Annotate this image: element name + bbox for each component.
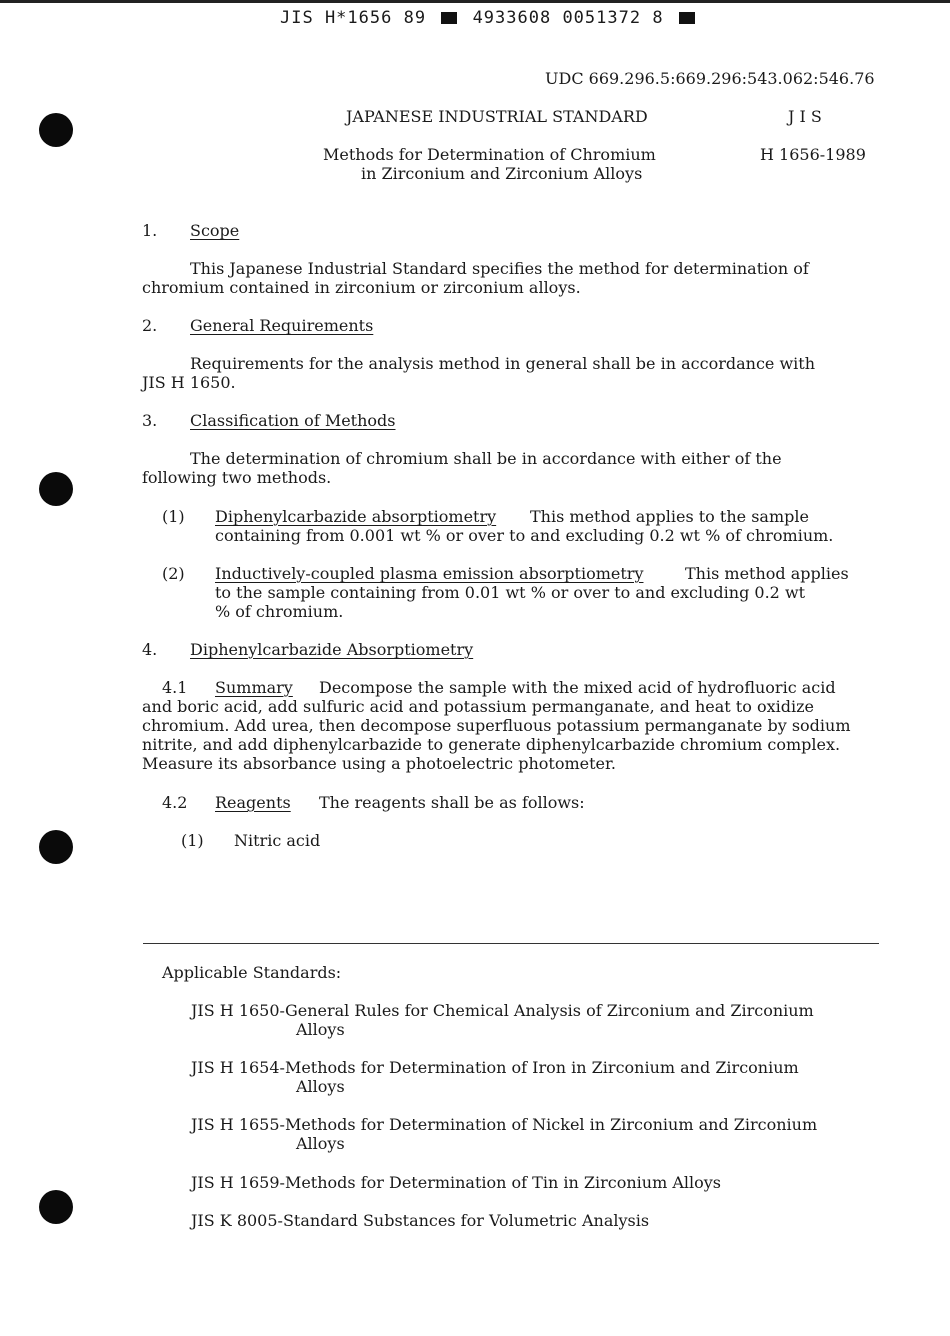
scan-code-1: JIS H*1656 89 — [280, 8, 427, 28]
method-1-text-2: containing from 0.001 wt % or over to and excluding 0.2 wt % of chromium. — [215, 526, 834, 545]
section-2-text-2: JIS H 1650. — [142, 373, 236, 392]
section-1-text-1: This Japanese Industrial Standard specifies the method for determination of — [190, 259, 809, 278]
method-2-text-3: % of chromium. — [215, 602, 344, 621]
applicable-standard-2 — [191, 1058, 799, 1096]
section-1-text-2: chromium contained in zirconium or zirconium alloys. — [142, 278, 581, 297]
subsection-4-2-number: 4.2 — [162, 793, 188, 812]
standard-type: JAPANESE INDUSTRIAL STANDARD — [346, 107, 648, 126]
summary-line-5: Measure its absorbance using a photoelectric photometer. — [142, 754, 616, 773]
scan-block-1 — [441, 12, 457, 24]
method-1-title: Diphenylcarbazide absorptiometry — [215, 507, 497, 526]
title-line-1: Methods for Determination of Chromium — [323, 145, 656, 164]
scan-code-2: 4933608 0051372 8 — [472, 8, 664, 28]
section-4-title: Diphenylcarbazide Absorptiometry — [190, 640, 474, 659]
applicable-standard-3-line2: Alloys — [296, 1134, 345, 1153]
udc-code: UDC 669.296.5:669.296:543.062:546.76 — [545, 69, 875, 88]
summary-line-3: chromium. Add urea, then decompose superfluous potassium permanganate by sodium — [142, 716, 851, 735]
title-line-2: in Zirconium and Zirconium Alloys — [361, 164, 643, 183]
applicable-heading: Applicable Standards: — [162, 963, 342, 982]
section-2-text-1: Requirements for the analysis method in general shall be in accordance with — [190, 354, 815, 373]
applicable-standard-1-line1: JIS H 1650-General Rules for Chemical Analysis of Zirconium and Zirconium — [191, 1001, 814, 1020]
subsection-4-2-title: Reagents — [215, 793, 291, 812]
applicable-standard-2-line1: JIS H 1654-Methods for Determination of Iron in Zirconium and Zirconium — [191, 1058, 799, 1077]
applicable-standard-3 — [191, 1115, 817, 1153]
section-2-number: 2. — [142, 316, 158, 335]
binder-hole-1 — [39, 113, 73, 147]
section-3-title: Classification of Methods — [190, 411, 396, 430]
method-2-text-1: This method applies — [685, 564, 849, 583]
binder-hole-2 — [39, 472, 73, 506]
section-1-title: Scope — [190, 221, 240, 240]
subsection-4-1-number: 4.1 — [162, 678, 188, 697]
applicable-standard-2-line2: Alloys — [296, 1077, 345, 1096]
applicable-standard-5 — [191, 1211, 649, 1230]
summary-line-4: nitrite, and add diphenylcarbazide to generate diphenylcarbazide chromium complex. — [142, 735, 841, 754]
section-2-title: General Requirements — [190, 316, 374, 335]
section-3-number: 3. — [142, 411, 158, 430]
applicable-standard-3-line1: JIS H 1655-Methods for Determination of Nickel in Zirconium and Zirconium — [191, 1115, 818, 1134]
method-1-number: (1) — [162, 507, 185, 526]
applicable-standard-5-line1: JIS K 8005-Standard Substances for Volumetric Analysis — [191, 1211, 650, 1230]
applicable-standard-4 — [191, 1173, 721, 1192]
method-1-text-1: This method applies to the sample — [530, 507, 809, 526]
jis-mark: J I S — [788, 107, 822, 126]
applicable-standard-4-line1: JIS H 1659-Methods for Determination of Tin in Zirconium Alloys — [191, 1173, 721, 1192]
section-1-number: 1. — [142, 221, 158, 240]
applicable-standard-1 — [191, 1001, 814, 1039]
scan-top-rule — [0, 0, 950, 3]
reagent-1-number: (1) — [181, 831, 204, 850]
method-2-number: (2) — [162, 564, 185, 583]
summary-line-2: and boric acid, add sulfuric acid and potassium permanganate, and heat to oxidize — [142, 697, 814, 716]
scan-header-code — [280, 8, 699, 28]
section-4-number: 4. — [142, 640, 158, 659]
subsection-4-1-title: Summary — [215, 678, 293, 697]
footnote-divider — [143, 943, 879, 944]
section-3-text-2: following two methods. — [142, 468, 332, 487]
binder-hole-4 — [39, 1190, 73, 1224]
binder-hole-3 — [39, 830, 73, 864]
section-3-text-1: The determination of chromium shall be in accordance with either of the — [190, 449, 782, 468]
method-2-text-2: to the sample containing from 0.01 wt % or over to and excluding 0.2 wt — [215, 583, 806, 602]
designation: H 1656-1989 — [760, 145, 866, 164]
reagent-1-text: Nitric acid — [234, 831, 321, 850]
reagents-text: The reagents shall be as follows: — [319, 793, 585, 812]
summary-line-1: Decompose the sample with the mixed acid of hydrofluoric acid — [319, 678, 836, 697]
applicable-standard-1-line2: Alloys — [296, 1020, 345, 1039]
scan-block-2 — [679, 12, 695, 24]
method-2-title: Inductively-coupled plasma emission absorptiometry — [215, 564, 644, 583]
